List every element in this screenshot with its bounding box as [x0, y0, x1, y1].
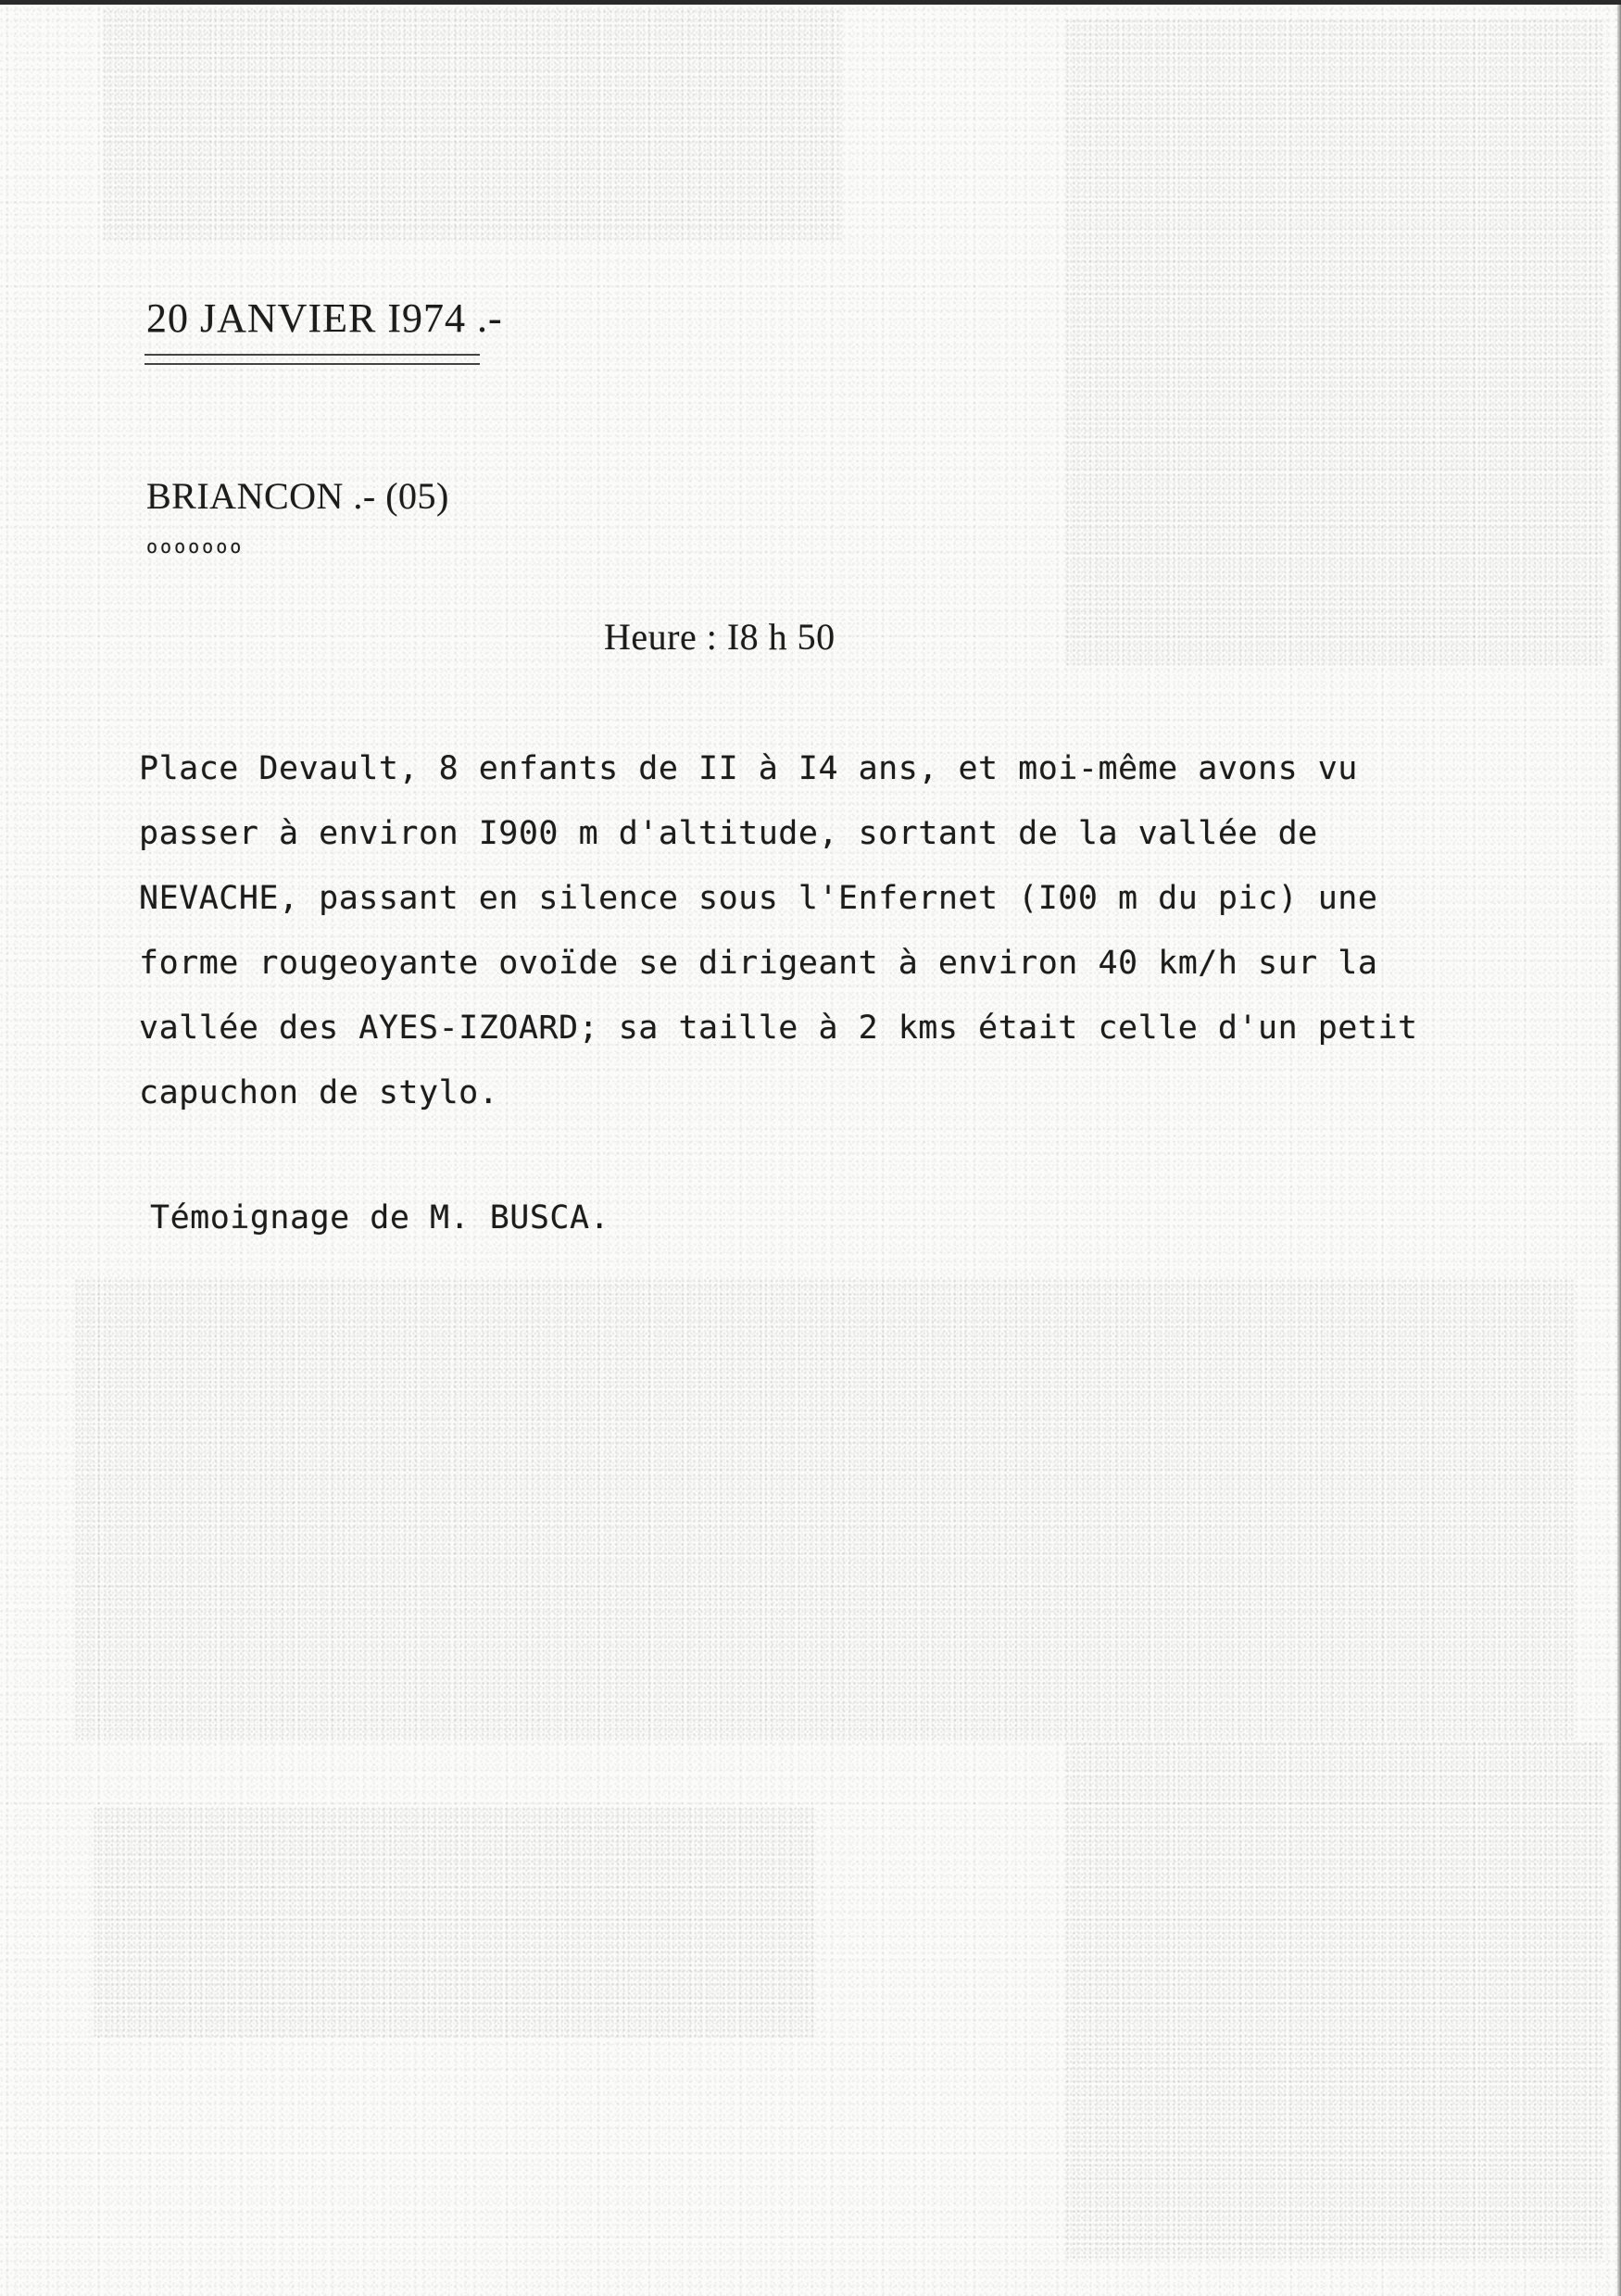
- body-line-5: vallée des AYES-IZOARD; sa taille à 2 kms était celle d'un petit: [139, 1010, 1418, 1047]
- scan-noise-top: [102, 9, 843, 241]
- location-ornament: ooooooo: [146, 535, 245, 558]
- scan-right-edge: [1617, 0, 1621, 2296]
- scan-noise-lower-right: [1065, 1741, 1602, 2260]
- witness-statement: Témoignage de M. BUSCA.: [150, 1199, 610, 1236]
- body-line-1: Place Devault, 8 enfants de II à I4 ans, et moi-même avons vu: [139, 750, 1358, 787]
- body-line-3: NEVACHE, passant en silence sous l'Enfernet (I00 m du pic) une: [139, 880, 1378, 917]
- body-line-4: forme rougeoyante ovoïde se dirigeant à environ 40 km/h sur la: [139, 945, 1378, 982]
- scan-noise-middle: [74, 1278, 1575, 1741]
- location-heading: BRIANCON .- (05): [146, 475, 449, 517]
- date-underline: [145, 354, 480, 365]
- sighting-time: Heure : I8 h 50: [604, 616, 836, 658]
- body-line-2: passer à environ I900 m d'altitude, sortant de la vallée de: [139, 815, 1318, 852]
- scan-noise-lower-left: [93, 1806, 815, 2038]
- document-date: 20 JANVIER I974 .-: [146, 295, 503, 341]
- body-line-6: capuchon de stylo.: [139, 1074, 499, 1111]
- scan-noise-right-upper: [1065, 19, 1602, 667]
- scan-top-edge: [0, 0, 1621, 5]
